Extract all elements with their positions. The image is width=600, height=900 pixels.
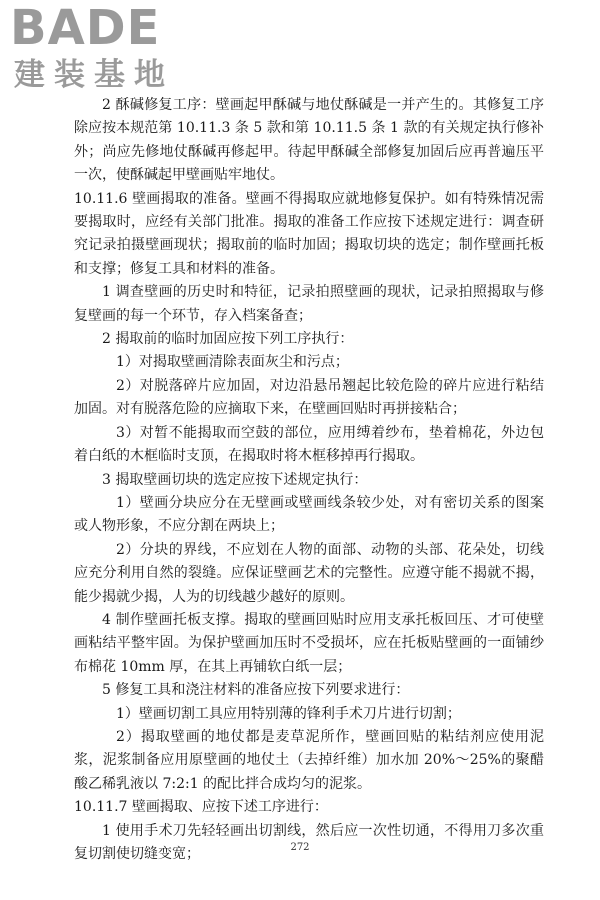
paragraph: 4 制作壁画托板支撑。揭取的壁画回贴时应用支承托板回压、才可使壁画粘结平整牢固。为保护壁画加压时不受损坏，应在托板贴壁画的一面铺纱布棉花 10mm 厚，在其上再铺软白纸一层； — [74, 611, 544, 675]
clause-heading-paragraph: 10.11.6 壁画揭取的准备。壁画不得揭取应就地修复保护。如有特殊情况需要揭取时，应经有关部门批准。揭取的准备工作应按下述规定进行：调查研究记录拍摄壁画现状；揭取前的临时加固；揭取切块的选定；制作壁画托板和支撑；修复工具和材料的准备。 — [74, 190, 544, 277]
logo-wordmark: BADE — [10, 0, 161, 56]
document-body — [74, 94, 544, 866]
sub-item: 1）壁画分块应分在无壁画或壁画线条较少处，对有密切关系的图案或人物形象，不应分割在两块上； — [74, 494, 544, 535]
clause-heading-paragraph: 10.11.7 壁画揭取、应按下述工序进行： — [74, 799, 328, 816]
sub-item: 2）对脱落碎片应加固，对边沿悬吊翘起比较危险的碎片应进行粘结加固。对有脱落危险的应摘取下来，在壁画回贴时再拼接粘合； — [74, 377, 544, 418]
sub-item: 3）对暂不能揭取而空鼓的部位，应用缚着纱布，垫着棉花，外边包着白纸的木框临时支顶，在揭取时将木框移掉再行揭取。 — [74, 424, 544, 465]
logo-subtitle: 建装基地 — [14, 57, 174, 93]
brand-logo — [10, 0, 185, 96]
paragraph: 1 使用手术刀先轻轻画出切割线，然后应一次性切通，不得用刀多次重复切割使切缝变宽； — [74, 822, 544, 862]
paragraph: 1 调查壁画的历史时和特征，记录拍照壁画的现状，记录拍照揭取与修复壁画的每一个环节，存入档案备查； — [74, 284, 544, 324]
paragraph: 5 修复工具和浇注材料的准备应按下列要求进行： — [102, 682, 410, 699]
page-number: 272 — [290, 842, 310, 853]
paragraph: 2 酥碱修复工序：壁画起甲酥碱与地仗酥碱是一并产生的。其修复工序除应按本规范第 10.11.3 条 5 款和第 10.11.5 条 1 款的有关规定执行修补外；尚应先修地仗酥碱再修起甲。待起甲酥碱全部修复加固后应再普遍压平一次，使酥碱起甲壁画贴牢地仗。 — [74, 97, 544, 184]
paragraph: 2 揭取前的临时加固应按下列工序执行： — [102, 331, 354, 348]
sub-item: 1）壁画切割工具应用特别薄的锋利手术刀片进行切割； — [116, 705, 461, 722]
paragraph: 3 揭取壁画切块的选定应按下述规定执行： — [102, 471, 368, 488]
sub-item: 2）揭取壁画的地仗都是麦草泥所作，壁画回贴的粘结剂应使用泥浆，泥浆制备应用原壁画的地仗土（去掉纤维）加水加 20%～25%的聚醋酸乙稀乳液以 7:2:1 的配比拌合成均匀的泥浆。 — [74, 728, 544, 792]
sub-item: 2）分块的界线，不应划在人物的面部、动物的头部、花朵处，切线应充分利用自然的裂缝。应保证壁画艺术的完整性。应遵守能不揭就不揭，能少揭就少揭，人为的切线越少越好的原则。 — [74, 541, 544, 605]
sub-item: 1）对揭取壁画清除表面灰尘和污点； — [116, 354, 349, 371]
